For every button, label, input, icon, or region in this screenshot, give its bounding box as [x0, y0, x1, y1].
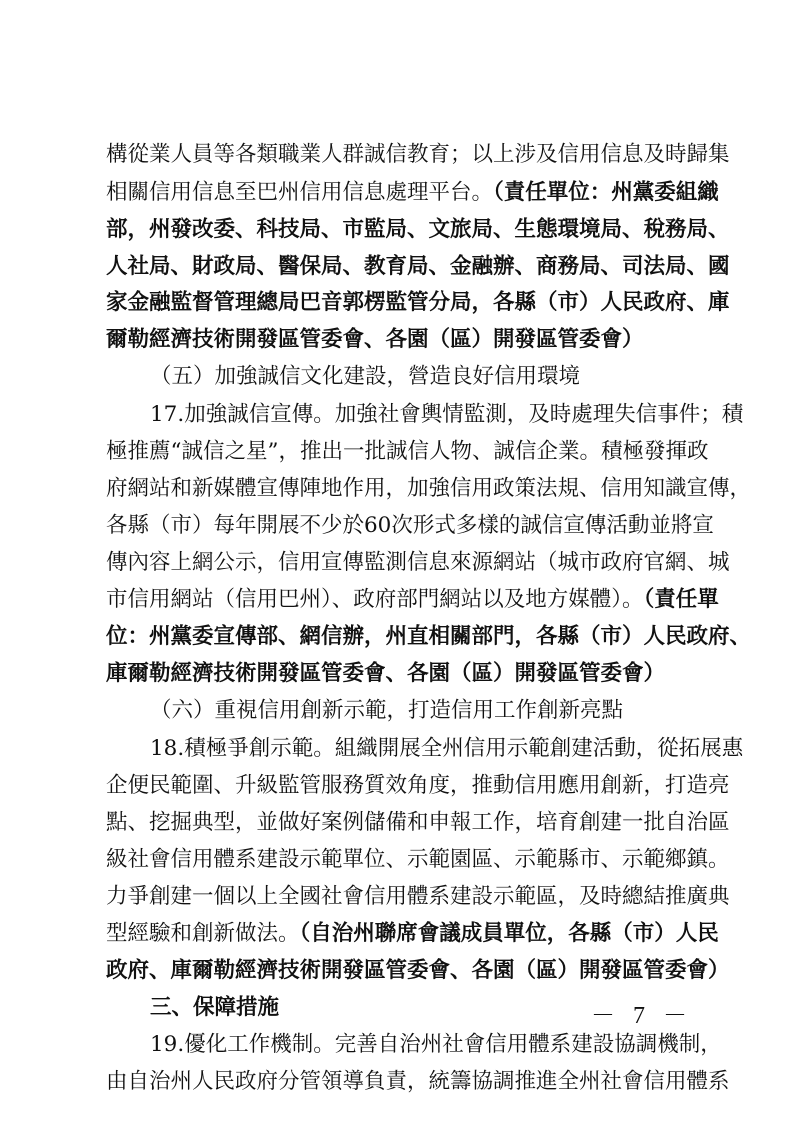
body-line: 17.加強誠信宣傳。加強社會輿情監測，及時處理失信事件；積 — [150, 402, 744, 427]
body-line: 級社會信用體系建設示範單位、示範園區、示範縣市、示範鄉鎮。 — [106, 847, 730, 872]
body-line: 19.優化工作機制。完善自治州社會信用體系建設協調機制， — [150, 1032, 722, 1057]
body-line: 18.積極爭創示範。組織開展全州信用示範創建活動，從拓展惠 — [150, 736, 744, 761]
body-line: 傳內容上網公示，信用宣傳監測信息來源網站（城市政府官網、城 — [106, 550, 730, 575]
body-line: 力爭創建一個以上全國社會信用體系建設示範區，及時總結推廣典 — [106, 884, 730, 909]
body-line: 相關信用信息至巴州信用信息處理平台。（責任單位：州黨委組織 — [106, 180, 719, 205]
section-heading: （六）重視信用創新示範，打造信用工作創新亮點 — [150, 698, 624, 723]
responsible-units-line: 位：州黨委宣傳部、網信辦，州直相關部門，各縣（市）人民政府、 — [106, 624, 752, 649]
section-heading-measures: 三、保障措施 — [150, 995, 280, 1020]
responsible-units-line: 庫爾勒經濟技術開發區管委會、各園（區）開發區管委會） — [106, 661, 666, 686]
page-number: － 7 － — [591, 1003, 693, 1029]
body-line: 極推薦“誠信之星”，推出一批誠信人物、誠信企業。積極發揮政 — [106, 439, 709, 464]
responsible-units: （責任單 — [643, 587, 719, 612]
body-line: 由自治州人民政府分管領導負責，統籌協調推進全州社會信用體系 — [106, 1069, 730, 1094]
body-line: 各縣（市）每年開展不少於60次形式多樣的誠信宣傳活動並將宣 — [106, 513, 714, 538]
section-heading: （五）加強誠信文化建設，營造良好信用環境 — [150, 364, 581, 389]
responsible-units: （自治州聯席會議成員單位，各縣（市）人民 — [299, 921, 719, 946]
responsible-units-line: 家金融監督管理總局巴音郭楞監管分局，各縣（市）人民政府、庫 — [106, 290, 730, 315]
body-line: 企便民範圍、升級監管服務質效角度，推動信用應用創新，打造亮 — [106, 773, 730, 798]
responsible-units: （責任單位：州黨委組織 — [493, 180, 719, 205]
responsible-units-line: 人社局、財政局、醫保局、教育局、金融辦、商務局、司法局、國 — [106, 254, 730, 279]
responsible-units-line: 政府、庫爾勒經濟技術開發區管委會、各園（區）開發區管委會） — [106, 958, 730, 983]
body-line: 型經驗和創新做法。（自治州聯席會議成員單位，各縣（市）人民 — [106, 921, 719, 946]
body-line: 府網站和新媒體宣傳陣地作用，加強信用政策法規、信用知識宣傳， — [106, 476, 752, 501]
responsible-units-line: 爾勒經濟技術開發區管委會、各園（區）開發區管委會） — [106, 327, 644, 352]
body-line: 點、挖掘典型，並做好案例儲備和申報工作，培育創建一批自治區 — [106, 810, 730, 835]
responsible-units-line: 部，州發改委、科技局、市監局、文旅局、生態環境局、稅務局、 — [106, 217, 730, 242]
body-line: 市信用網站（信用巴州）、政府部門網站以及地方媒體）。（責任單 — [106, 587, 719, 612]
body-line: 構從業人員等各類職業人群誠信教育；以上涉及信用信息及時歸集 — [106, 142, 730, 167]
